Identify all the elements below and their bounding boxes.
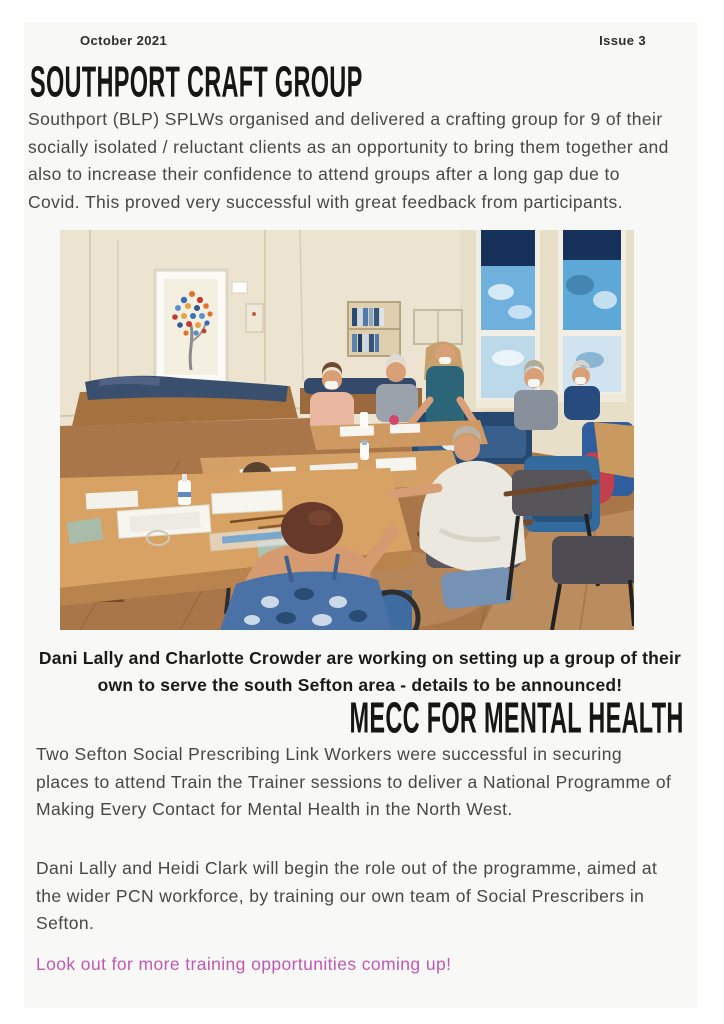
article-title-mecc: MECC FOR MENTAL HEALTH (349, 692, 684, 742)
craft-group-photo-illustration (60, 230, 634, 630)
mecc-paragraph-1: Two Sefton Social Prescribing Link Workers were successful in securing places to attend Train the Trainer sessions to deliver a National Programme of Making Every Contact for Mental Health in the North West. (36, 744, 672, 819)
training-highlight-text: Look out for more training opportunities coming up! (36, 954, 452, 974)
photo-caption: Dani Lally and Charlotte Crowder are working on setting up a group of their own to serve the south Sefton area - details to be announced! (38, 648, 682, 695)
mecc-paragraph-2: Dani Lally and Heidi Clark will begin the role out of the programme, aimed at the wider PCN workforce, by training our own team of Social Prescribers in Sefton. (36, 858, 658, 933)
article-body-southport: Southport (BLP) SPLWs organised and delivered a crafting group for 9 of their socially isolated / reluctant clients as an opportunity to bring them together and also to increase their confidence to attend groups after a long gap due to Covid. This proved very successful with great feedback from participants. (28, 109, 669, 212)
article-title-southport: SOUTHPORT CRAFT GROUP (30, 56, 363, 106)
issue-date-label: October 2021 (80, 33, 168, 48)
craft-group-photo (60, 230, 634, 630)
issue-number-label: Issue 3 (599, 33, 646, 48)
